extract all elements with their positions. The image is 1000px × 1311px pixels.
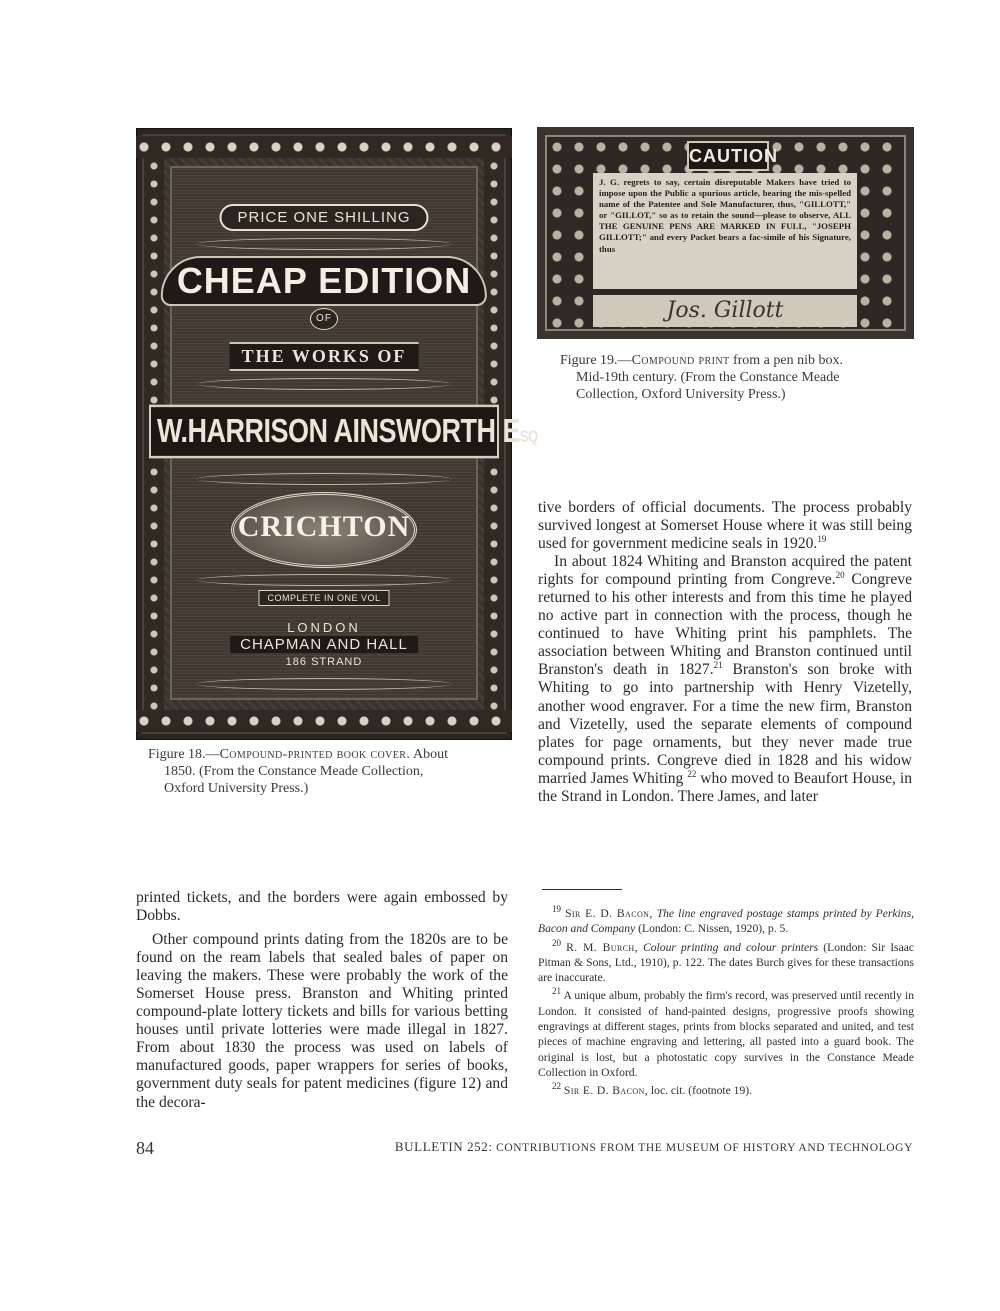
caption-text: Mid-19th century. (From the Constance Meade [576, 370, 840, 385]
running-title: CONTRIBUTIONS FROM THE MUSEUM OF HISTORY AND TECHNOLOGY [492, 1142, 913, 1154]
cover-author-name: W.HARRISON AINSWORTH E [157, 412, 520, 450]
footnote-divider [542, 889, 622, 890]
paragraph-text: tive borders of official documents. The process probably survived longest at Somerset House where it was still being used for government medicine seals in 1920. [538, 499, 912, 553]
footnote-number: 22 [552, 1081, 561, 1092]
footnote-author: R. M. Burch, [566, 940, 638, 954]
footnote-ref[interactable]: 21 [713, 660, 723, 671]
footnote-number: 19 [552, 904, 561, 915]
caption-title: Compound print [631, 353, 730, 368]
cover-bottom-ornament [136, 710, 512, 732]
footnote-number: 20 [552, 937, 561, 948]
cover-price-label: PRICE ONE SHILLING [219, 204, 428, 231]
paragraph [538, 499, 912, 553]
footnote-title: Colour printing and colour printers [643, 940, 819, 954]
footnote-ref[interactable]: 22 [687, 768, 697, 779]
footnote-item [538, 1083, 914, 1098]
footnote-item [538, 937, 915, 986]
paragraph-text: Branston's son broke with Whiting to go into partnership with Henry Vizetelly, another wood engraver. For a time the new firm, Branston and Vizetelly, used the separate elements of compound plates for page ornaments, but they never made true compound prints. Congreve died in 1828 and his widow married James Whiting [538, 661, 912, 787]
caption-prefix: Figure 19.— [560, 353, 632, 368]
footnote-text: (London: Sir Isaac Pitman & Sons, Ltd., 1910), p. 122. The dates Burch gives for these transactions are inaccurate. [538, 940, 915, 985]
cover-title: CHEAP EDITION [161, 256, 487, 306]
footnote-text: loc. cit. (footnote 19). [650, 1084, 753, 1098]
caution-heading: CAUTION [687, 141, 769, 171]
paragraph: Other compound prints dating from the 1820s are to be found on the ream labels that sealed bales of paper on leaving the makers. These were probably the work of the Somerset House press. Branston and Whiting printed compound-plate lottery tickets and bills for various betting houses until private lotteries were made illegal in 1827. From about 1830 the process was used on labels of manufactured goods, paper wrappers for series of books, government duty seals for patent medicines (figure 12) and the decora- [136, 931, 508, 1111]
paragraph-text: who moved to Beaufort House, in the Strand in London. There James, and later [538, 769, 912, 805]
footnote-text: (London: C. Nissen, 1920), p. 5. [635, 922, 789, 936]
caption-text: Oxford University Press.) [164, 781, 309, 796]
caption-prefix: Figure 18.— [148, 747, 220, 762]
cover-address: 186 STRAND [285, 656, 363, 668]
cover-publisher: CHAPMAN AND HALL [230, 636, 418, 653]
right-column-text [538, 499, 912, 806]
paragraph: printed tickets, and the borders were again embossed by Dobbs. [136, 889, 508, 925]
caption-text: 1850. (From the Constance Meade Collection, [164, 764, 424, 779]
paragraph-text: Congreve returned to his other interests and from this time he played no active part in connection with the process, though he continued to have Whiting print his pamphlets. The association between Whiting and Branston continued until Branston's death in 1827. [538, 571, 912, 679]
footer-colon: : [488, 1139, 493, 1154]
paragraph [538, 553, 912, 806]
footnote-author: Sir E. D. Bacon, [565, 907, 653, 920]
cover-of-label: OF [310, 308, 338, 330]
caution-notice-text: J. G. regrets to say, certain disreputable Makers have tried to impose upon the Public a spurious article, bearing the mis-spelled name of the Patentee and Sole Manufacturer, thus, "GILLOTT," or "GILLOT," so as to retain the sound—please to observe, ALL THE GENUINE PENS ARE MARKED IN FULL, "JOSEPH GILLOTT;" and every Packet bears a fac-simile of his Signature, thus [593, 173, 857, 289]
footnote-number: 21 [552, 986, 561, 997]
footnote-item [538, 988, 914, 1080]
footnote-ref[interactable]: 20 [835, 570, 845, 580]
scroll-ornament [196, 378, 452, 390]
figure-18-book-cover [136, 128, 538, 740]
scroll-ornament [196, 473, 452, 485]
footnote-author: Sir E. D. Bacon, [563, 1084, 649, 1098]
running-footer [333, 1139, 913, 1155]
paragraph-text: In about 1824 Whiting and Branston acquired the patent rights for compound printing from Congreve. [538, 553, 912, 589]
bulletin-label: BULLETIN 252 [394, 1139, 489, 1154]
figure-18-caption [148, 746, 494, 797]
cover-author-label [149, 405, 538, 459]
cover-city: LONDON [287, 620, 361, 635]
scroll-ornament [196, 238, 452, 250]
cover-top-ornament [136, 136, 512, 158]
figure-19-pen-nib-box [537, 127, 914, 339]
cover-author-suffix: SQ [520, 427, 538, 446]
cover-volume-note: COMPLETE IN ONE VOL [258, 590, 389, 606]
caption-title: Compound-printed book cover. [219, 747, 411, 762]
left-column-text [136, 889, 508, 1112]
caption-text: Collection, Oxford University Press.) [576, 387, 786, 402]
footnote-item [538, 906, 914, 937]
footnote-ref[interactable]: 19 [817, 533, 827, 544]
scroll-ornament [196, 574, 452, 586]
figure-19-caption [560, 352, 906, 403]
gillott-signature: Jos. Gillott [593, 295, 857, 327]
caption-text: About [410, 747, 449, 762]
cover-works-label: THE WORKS OF [230, 342, 419, 371]
scroll-ornament [196, 678, 452, 690]
caption-text: from a pen nib box. [729, 353, 843, 368]
footnotes [538, 906, 914, 1102]
footnote-text: A unique album, probably the firm's record, was preserved until recently in London. It consisted of hand-painted designs, progressive proofs showing engravings at different stages, prints from blocks separated and united, and test pieces of machine engraving and lettering, all pasted into a guard book. The original is lost, but a photostatic copy survives in the Constance Meade Collection in Oxford. [538, 989, 914, 1079]
cover-book-title: CRICHTON [237, 510, 411, 543]
page-number: 84 [136, 1138, 154, 1158]
footnote-title: The line engraved postage stamps printed by Perkins, Bacon and Company [538, 907, 914, 936]
